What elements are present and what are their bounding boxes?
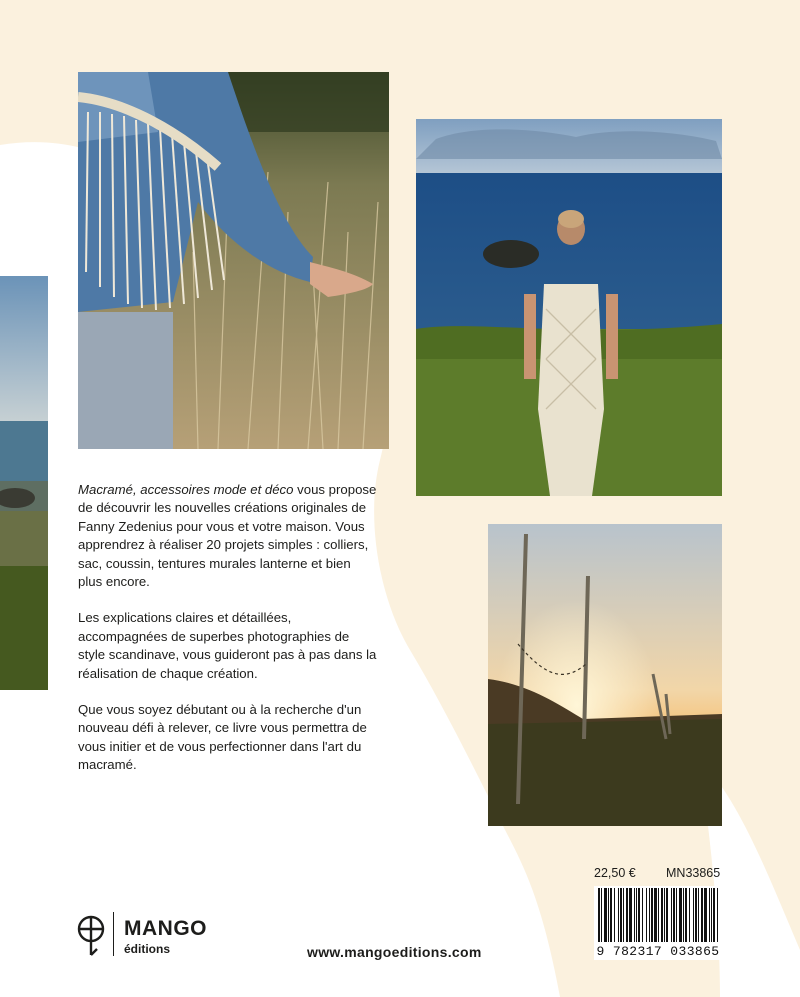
description-paragraph-1-text: vous propose de découvrir les nouvelles créations originales de Fanny Zedenius pour vous et votre maison. Vous apprendrez à réaliser 20 projets simples : colliers, sac, coussin, tentures murales lanterne et bien plus encore. xyxy=(78,482,377,590)
publisher-subtitle: éditions xyxy=(124,942,171,956)
back-cover-description xyxy=(78,481,378,793)
product-reference: MN33865 xyxy=(666,866,721,880)
book-title-italic: Macramé, accessoires mode et déco xyxy=(78,482,294,497)
price-label: 22,50 € xyxy=(594,866,636,880)
circle-cross-logo-icon xyxy=(77,913,105,962)
description-paragraph-3: Que vous soyez débutant ou à la recherche d'un nouveau défi à relever, ce livre vous permettra de vous initier et de vous perfectionner dans l'art du macramé. xyxy=(78,702,367,773)
publisher-name: MANGO xyxy=(124,917,207,940)
isbn-number: 9 782317 033865 xyxy=(594,944,722,960)
logo-divider xyxy=(113,912,114,956)
photo-fringe-jacket xyxy=(78,72,389,449)
photo-woman-by-sea xyxy=(416,119,722,496)
publisher-website: www.mangoeditions.com xyxy=(307,944,482,960)
description-paragraph-1 xyxy=(78,481,378,591)
photo-left-edge-seashore xyxy=(0,276,48,690)
description-paragraph-2: Les explications claires et détaillées, accompagnées de superbes photographies de style scandinave, vous guideront pas à pas dans la réalisation de chaque création. xyxy=(78,610,377,681)
photo-sunset-poles xyxy=(488,524,722,826)
